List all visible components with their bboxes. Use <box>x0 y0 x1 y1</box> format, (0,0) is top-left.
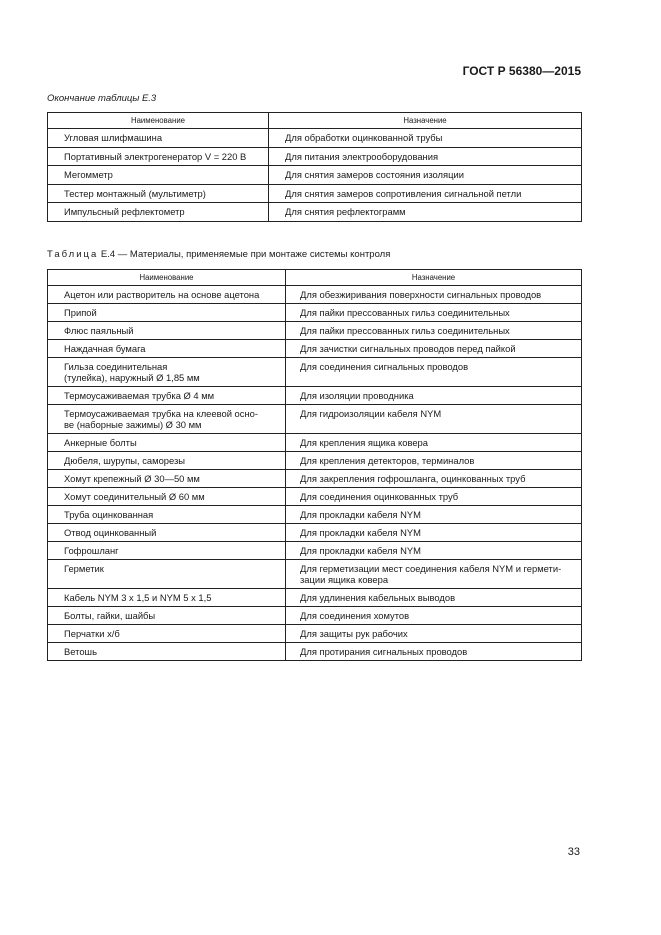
cell-purpose-line: Для закрепления гофрошланга, оцинкованных труб <box>300 473 526 484</box>
cell-name-line: Припой <box>64 307 97 318</box>
cell-name-line: Ацетон или растворитель на основе ацетона <box>64 289 260 300</box>
table-row <box>48 589 582 607</box>
cell-name-line: Гильза соединительная <box>64 361 168 372</box>
cell-purpose-line: Для пайки прессованных гильз соединительных <box>300 307 510 318</box>
cell-name-line: Угловая шлифмашина <box>64 132 163 143</box>
cell-purpose-line: Для удлинения кабельных выводов <box>300 592 456 603</box>
table-row <box>48 488 582 506</box>
cell-name-line: Труба оцинкованная <box>64 509 154 520</box>
cell-purpose-line: Для герметизации мест соединения кабеля NYM и гермети- <box>300 563 562 574</box>
cell-name <box>48 166 269 185</box>
table-row <box>48 560 582 589</box>
cell-purpose <box>286 304 582 322</box>
cell-purpose <box>286 506 582 524</box>
cell-purpose-line: Для гидроизоляции кабеля NYM <box>300 408 442 419</box>
table-e4-caption <box>47 249 390 260</box>
cell-purpose-line: Для прокладки кабеля NYM <box>300 545 421 556</box>
cell-purpose-line: Для крепления ящика ковера <box>300 437 428 448</box>
cell-name <box>48 147 269 166</box>
cell-purpose <box>286 286 582 304</box>
cell-purpose-line: Для защиты рук рабочих <box>300 628 408 639</box>
cell-purpose <box>286 589 582 607</box>
cell-purpose <box>286 470 582 488</box>
cell-purpose <box>286 643 582 661</box>
column-header-name: Наименование <box>48 113 269 129</box>
cell-purpose-line: Для прокладки кабеля NYM <box>300 527 421 538</box>
cell-name <box>48 405 286 434</box>
cell-purpose <box>286 625 582 643</box>
cell-name <box>48 524 286 542</box>
table-row <box>48 607 582 625</box>
cell-name-line: Термоусаживаемая трубка на клеевой осно- <box>64 408 258 419</box>
cell-name <box>48 506 286 524</box>
cell-name-line: Гофрошланг <box>64 545 119 556</box>
table-header-row <box>48 113 582 129</box>
cell-name-line: Анкерные болты <box>64 437 137 448</box>
cell-purpose-line: Для снятия замеров сопротивления сигнальной петли <box>285 187 522 199</box>
cell-purpose <box>286 607 582 625</box>
table-row <box>48 129 582 148</box>
cell-name-line: Термоусаживаемая трубка Ø 4 мм <box>64 390 215 401</box>
cell-name-line: Флюс паяльный <box>64 325 134 336</box>
cell-purpose <box>286 560 582 589</box>
cell-name <box>48 589 286 607</box>
table-row <box>48 625 582 643</box>
table-row <box>48 166 582 185</box>
cell-purpose-line: Для крепления детекторов, терминалов <box>300 455 475 466</box>
cell-name-line: Болты, гайки, шайбы <box>64 610 156 621</box>
standard-number: ГОСТ Р 56380—2015 <box>462 64 581 78</box>
table-e4-body <box>48 286 582 661</box>
table-row <box>48 524 582 542</box>
cell-name-line: (тулейка), наружный Ø 1,85 мм <box>64 372 200 383</box>
cell-name <box>48 322 286 340</box>
cell-name <box>48 387 286 405</box>
cell-purpose-line: Для пайки прессованных гильз соединительных <box>300 325 510 336</box>
cell-name <box>48 607 286 625</box>
cell-name <box>48 129 269 148</box>
table-row <box>48 643 582 661</box>
cell-name <box>48 358 286 387</box>
cell-name <box>48 625 286 643</box>
cell-name-line: Наждачная бумага <box>64 343 146 354</box>
table-row <box>48 304 582 322</box>
cell-purpose <box>269 129 582 148</box>
cell-name <box>48 340 286 358</box>
cell-name-line: Импульсный рефлектометр <box>64 206 185 218</box>
table-row <box>48 434 582 452</box>
table-row <box>48 340 582 358</box>
cell-purpose-line: Для зачистки сигнальных проводов перед пайкой <box>300 343 516 354</box>
table-row <box>48 506 582 524</box>
cell-purpose <box>286 524 582 542</box>
page-number: 33 <box>567 846 580 858</box>
cell-name <box>48 184 269 203</box>
cell-name-line: Хомут крепежный Ø 30—50 мм <box>64 473 200 484</box>
table-row <box>48 147 582 166</box>
cell-purpose <box>286 452 582 470</box>
cell-purpose-line: Для изоляции проводника <box>300 390 414 401</box>
cell-name-line: Герметик <box>64 563 104 574</box>
cell-name-line: Мегомметр <box>64 169 113 181</box>
cell-purpose <box>286 387 582 405</box>
cell-purpose <box>269 184 582 203</box>
cell-purpose <box>286 340 582 358</box>
table-header-row <box>48 270 582 286</box>
cell-name-line: Кабель NYM 3 х 1,5 и NYM 5 х 1,5 <box>64 592 212 603</box>
cell-name <box>48 286 286 304</box>
table-row <box>48 387 582 405</box>
table-row <box>48 322 582 340</box>
cell-name <box>48 560 286 589</box>
table-e4-caption-label: Таблица <box>47 249 99 260</box>
table-row <box>48 184 582 203</box>
cell-purpose <box>286 358 582 387</box>
column-header-purpose: Назначение <box>286 270 582 286</box>
cell-name <box>48 542 286 560</box>
cell-name <box>48 470 286 488</box>
cell-name-line: ве (наборные зажимы) Ø 30 мм <box>64 419 202 430</box>
table-e3-body <box>48 129 582 222</box>
cell-purpose-line: Для соединения оцинкованных труб <box>300 491 459 502</box>
cell-purpose <box>286 542 582 560</box>
cell-purpose <box>269 166 582 185</box>
table-e3-continuation <box>47 112 582 222</box>
table-row <box>48 405 582 434</box>
cell-name <box>48 488 286 506</box>
cell-name-line: Дюбеля, шурупы, саморезы <box>64 455 186 466</box>
cell-name-line: Хомут соединительный Ø 60 мм <box>64 491 205 502</box>
cell-purpose <box>269 147 582 166</box>
cell-name <box>48 203 269 222</box>
cell-purpose <box>269 203 582 222</box>
table-e4-caption-title: Е.4 — Материалы, применяемые при монтаже системы контроля <box>98 249 391 260</box>
cell-name-line: Тестер монтажный (мультиметр) <box>64 187 206 199</box>
cell-name-line: Отвод оцинкованный <box>64 527 157 538</box>
cell-purpose-line: Для обработки оцинкованной трубы <box>285 132 443 143</box>
column-header-purpose: Назначение <box>269 113 582 129</box>
cell-purpose <box>286 405 582 434</box>
cell-purpose-line: Для прокладки кабеля NYM <box>300 509 421 520</box>
cell-name-line: Ветошь <box>64 646 97 657</box>
cell-purpose-line: Для протирания сигнальных проводов <box>300 646 468 657</box>
cell-purpose <box>286 322 582 340</box>
table-row <box>48 358 582 387</box>
table-row <box>48 542 582 560</box>
cell-purpose-line: Для соединения сигнальных проводов <box>300 361 469 372</box>
cell-purpose-line: зации ящика ковера <box>300 574 389 585</box>
cell-purpose-line: Для питания электрооборудования <box>285 150 439 162</box>
cell-purpose-line: Для обезжиривания поверхности сигнальных проводов <box>300 289 542 300</box>
table-row <box>48 470 582 488</box>
cell-name-line: Портативный электрогенератор V = 220 В <box>64 150 247 162</box>
column-header-name: Наименование <box>48 270 286 286</box>
cell-name <box>48 304 286 322</box>
cell-name <box>48 434 286 452</box>
cell-purpose-line: Для соединения хомутов <box>300 610 410 621</box>
cell-purpose-line: Для снятия замеров состояния изоляции <box>285 169 464 181</box>
table-row <box>48 203 582 222</box>
cell-purpose <box>286 488 582 506</box>
table-row <box>48 286 582 304</box>
table-e4 <box>47 269 582 661</box>
table-row <box>48 452 582 470</box>
cell-purpose <box>286 434 582 452</box>
table-e3-continuation-caption: Окончание таблицы Е.3 <box>47 93 157 104</box>
cell-name-line: Перчатки х/б <box>64 628 120 639</box>
cell-purpose-line: Для снятия рефлектограмм <box>285 206 406 218</box>
cell-name <box>48 643 286 661</box>
cell-name <box>48 452 286 470</box>
